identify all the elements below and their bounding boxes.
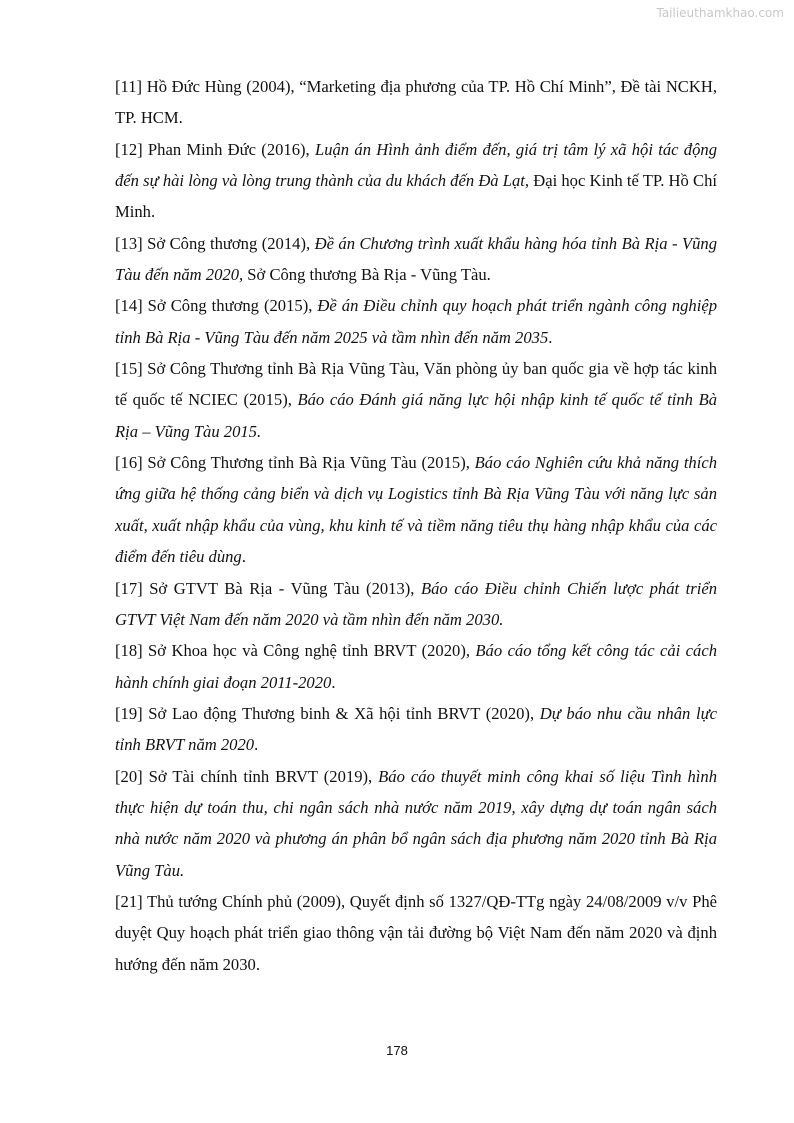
reference-text: . [241, 547, 246, 567]
reference-text: Sở Công thương Bà Rịa - Vũng Tàu. [243, 265, 491, 285]
reference-title: Báo cáo tổng kết công tác cải cách hành chính giai đoạn 2011-2020 [115, 641, 717, 692]
page-number: 178 [386, 1043, 408, 1058]
reference-item [115, 71, 717, 134]
reference-text: [14] Sở Công thương (2015), [115, 296, 318, 316]
reference-item [115, 290, 717, 353]
reference-title: Đề án Chương trình xuất khẩu hàng hóa tỉnh Bà Rịa - Vũng Tàu đến năm 2020, [115, 233, 717, 285]
reference-item [115, 447, 717, 572]
watermark: Tailieuthamkhao.com [656, 6, 784, 20]
reference-item [115, 228, 717, 291]
reference-text: , Đại học Kinh tế TP. Hồ Chí Minh. [115, 171, 717, 222]
reference-text: . [254, 735, 259, 755]
reference-item [115, 134, 717, 228]
reference-text: [15] Sở Công Thương tỉnh Bà Rịa Vũng Tàu, Văn phòng ủy ban quốc gia về hợp tác kinh tế quốc tế NCIEC (2015), [115, 359, 717, 410]
reference-title: Dự báo nhu cầu nhân lực tỉnh BRVT năm 2020 [115, 703, 717, 755]
reference-item [115, 698, 717, 761]
reference-title: Luận án Hình ảnh điểm đến, giá trị tâm lý xã hội tác động đến sự hài lòng và lòng trung thành của du khách đến Đà Lạt [115, 139, 717, 191]
reference-title: Báo cáo Nghiên cứu khả năng thích ứng giữa hệ thống cảng biển và dịch vụ Logistics tỉnh Bà Rịa Vũng Tàu với năng lực sản xuất, xuất nhập khẩu của vùng, khu kinh tế và tiềm năng tiêu thụ hàng nhập khẩu của các điểm đến tiêu dùng [115, 453, 717, 567]
reference-text: [18] Sở Khoa học và Công nghệ tỉnh BRVT (2020), [115, 641, 476, 661]
reference-title: Báo cáo Đánh giá năng lực hội nhập kinh tế quốc tế tỉnh Bà Rịa – Vũng Tàu 2015. [115, 390, 717, 441]
reference-item [115, 353, 717, 447]
reference-item [115, 635, 717, 698]
reference-text: [19] Sở Lao động Thương binh & Xã hội tỉnh BRVT (2020), [115, 703, 540, 723]
reference-text: . [331, 672, 336, 692]
reference-list [115, 71, 717, 980]
reference-text: [13] Sở Công thương (2014), [115, 233, 315, 253]
reference-text: [17] Sở GTVT Bà Rịa - Vũng Tàu (2013), [115, 578, 421, 598]
reference-text: [11] Hồ Đức Hùng (2004), “Marketing địa phương của TP. Hồ Chí Minh”, Đề tài NCKH, TP. HCM. [115, 77, 717, 128]
reference-text: [12] Phan Minh Đức (2016), [115, 139, 315, 159]
reference-item [115, 761, 717, 886]
reference-title: Đề án Điều chỉnh quy hoạch phát triển ngành công nghiệp tỉnh Bà Rịa - Vũng Tàu đến năm 2025 và tầm nhìn đến năm 2035 [115, 296, 717, 347]
reference-title: Báo cáo Điều chỉnh Chiến lược phát triển GTVT Việt Nam đến năm 2020 và tầm nhìn đến năm 2030. [115, 578, 717, 629]
reference-text: [20] Sở Tài chính tỉnh BRVT (2019), [115, 766, 379, 786]
reference-text: [16] Sở Công Thương tỉnh Bà Rịa Vũng Tàu (2015), [115, 453, 475, 473]
reference-item [115, 886, 717, 980]
reference-title: Báo cáo thuyết minh công khai số liệu Tình hình thực hiện dự toán thu, chi ngân sách nhà nước năm 2019, xây dựng dự toán ngân sách nhà nước năm 2020 và phương án phân bổ ngân sách địa phương năm 2020 tỉnh Bà Rịa Vũng Tàu. [115, 766, 717, 880]
reference-text: . [548, 327, 553, 347]
reference-item [115, 573, 717, 636]
reference-text: [21] Thủ tướng Chính phủ (2009), Quyết định số 1327/QĐ-TTg ngày 24/08/2009 v/v Phê duyệt Quy hoạch phát triển giao thông vận tải đường bộ Việt Nam đến năm 2020 và định hướng đến năm 2030. [115, 891, 717, 974]
